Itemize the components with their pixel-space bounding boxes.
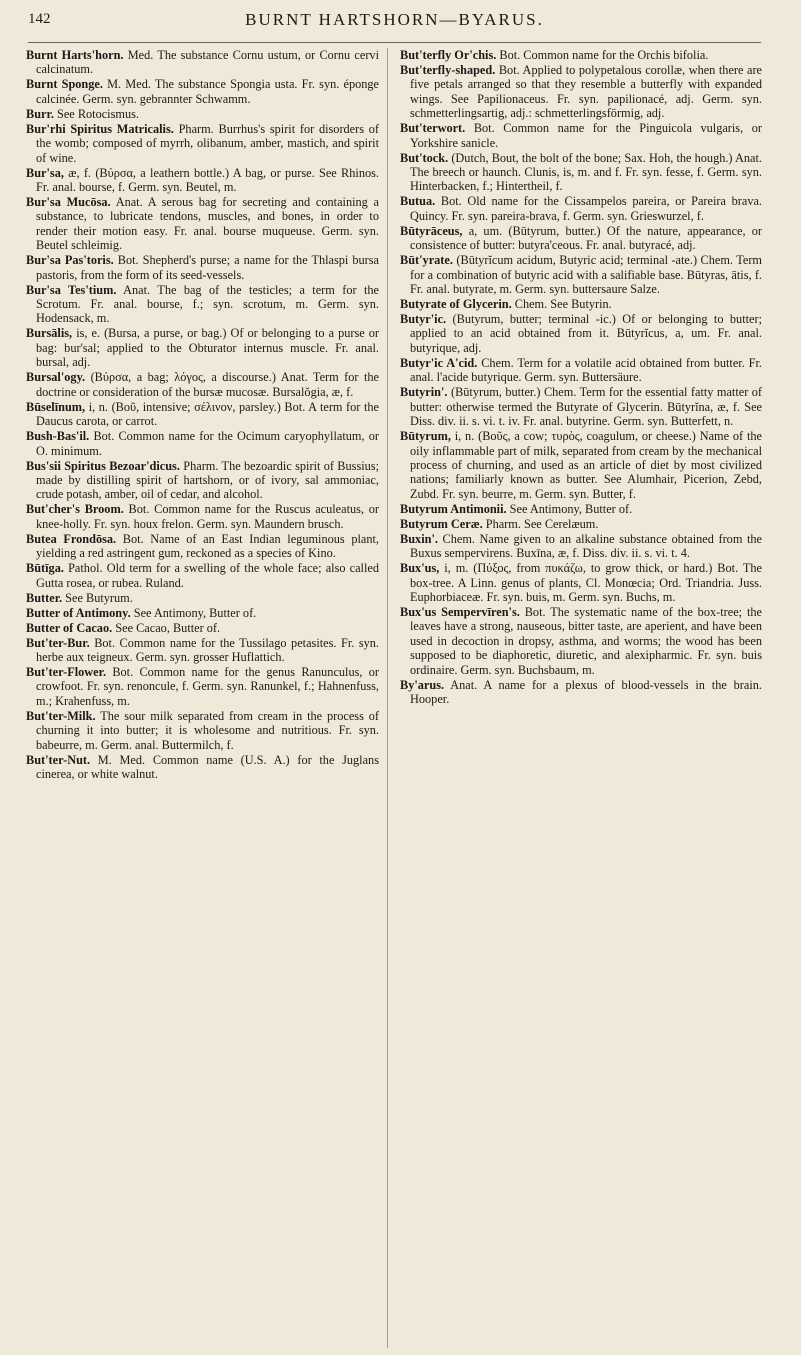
- entry-definition: Bot. Common name for the genus Ranunculus, or crowfoot. Fr. syn. renoncule, f. Germ. syn. Ranunkel, f.; Hahnenfuss, m.; Krahenfuss, m.: [36, 664, 380, 708]
- entry-definition: a, um. (Būtyrum, butter.) Of the nature, appearance, or consistence of butter: butyra'ceous. Fr. anal. butyracé, adj.: [410, 223, 762, 253]
- entry-definition: Med. The substance Cornu ustum, or Cornu cervi calcinatum.: [36, 48, 379, 77]
- entry-headword: But'ter-Nut.: [26, 752, 91, 767]
- entry-headword: By'arus.: [400, 677, 445, 692]
- entry-definition: Bot. The systematic name of the box-tree; the leaves have a strong, nauseous, bitter taste, are aperient, and have been used in decoction in dropsy, asthma, and worms; the wood has been supposed to be diaphoretic, diuretic, and alexipharmic. Fr. syn. buis ordinaire. Germ. syn. Buchsbaum, m.: [410, 604, 762, 677]
- entry-definition: Chem. See Butyrin.: [514, 297, 612, 312]
- entry-headword: Burnt Sponge.: [26, 77, 103, 92]
- entry-definition: Bot. Shepherd's purse; a name for the Thlaspi bursa pastoris, from the form of its seed-vessels.: [36, 253, 380, 282]
- dictionary-entry: [400, 297, 762, 311]
- entry-definition: i, m. (Πύξος, from πυκάζω, to grow thick, or hard.) Bot. The box-tree. A Linn. genus of plants, Cl. Monœcia; Ord. Triandria. Juss. Euphorbiaceæ. Fr. syn. buis, m. Germ. syn. Buchs, m.: [410, 561, 762, 604]
- entry-headword: But'tock.: [400, 150, 449, 165]
- dictionary-entry: [400, 502, 762, 516]
- dictionary-entry: [26, 253, 379, 282]
- dictionary-entry: [26, 429, 379, 458]
- entry-definition: See Cacao, Butter of.: [115, 620, 221, 635]
- entry-headword: But'ter-Flower.: [26, 664, 107, 679]
- entry-definition: Anat. A serous bag for secreting and containing a substance, to lubricate tendons, muscles, and bones, in order to render their motion easy. Fr. anal. bourse muqueuse. Germ. syn. Beutel schleimig.: [36, 195, 379, 253]
- entry-headword: Bux'us Sempervīren's.: [400, 604, 520, 619]
- entry-definition: See Butyrum.: [65, 590, 133, 605]
- entry-headword: But'terfly-shaped.: [400, 63, 496, 77]
- entry-definition: Chem. Name given to an alkaline substance obtained from the Buxus sempervirens. Buxīna, æ, f. Diss. div. ii. s. vi. t. 4.: [410, 531, 762, 561]
- entry-definition: (Butyrum, butter; terminal -ic.) Of or belonging to butter; applied to an acid obtained from it. Būtyrĭcus, a, um. Fr. anal. butyrique, adj.: [410, 312, 762, 355]
- entry-definition: i, n. (Βοῦς, a cow; τυρὸς, coagulum, or cheese.) Name of the oily inflammable part of milk, separated from cream by the mechanical process of churning, and used as an article of diet by most civilized nations; familiarly known as butter. See Alumhair, Picerion, Zebd, Zubd. Fr. syn. beurre, m. Germ. syn. Butter, f.: [410, 429, 762, 501]
- entry-headword: But'ter-Milk.: [26, 708, 96, 723]
- entry-definition: Bot. Common name for the Tussilago petasites. Fr. syn. herbe aux teigneux. Germ. syn. grosser Huflattich.: [36, 635, 379, 664]
- entry-headword: Burr.: [26, 106, 54, 121]
- entry-headword: Butyr'ic.: [400, 312, 447, 327]
- entry-headword: But'terfly Or'chis.: [400, 48, 497, 62]
- dictionary-entry: [400, 605, 762, 677]
- entry-definition: Pathol. Old term for a swelling of the whole face; also called Gutta rosea, or rubea. Ruland.: [36, 561, 379, 590]
- entry-definition: is, e. (Bursa, a purse, or bag.) Of or belonging to a purse or bag: bur'sal; applied to the Obturator internus muscle. Fr. anal. bursal, adj.: [36, 326, 379, 370]
- entry-definition: Pharm. See Cerelæum.: [485, 516, 599, 531]
- entry-headword: But'ter-Bur.: [26, 635, 90, 650]
- entry-definition: (Būtyrum, butter.) Chem. Term for the essential fatty matter of butter: otherwise termed the Butyrate of Glycerin. Būtyrĭna, æ, f. See Diss. div. ii. s. vi. t. iv. Fr. anal. butyrine. Germ. syn. Butterfett, n.: [410, 385, 762, 429]
- dictionary-entry: [400, 121, 762, 150]
- dictionary-entry: [26, 753, 379, 782]
- entry-headword: Butua.: [400, 194, 436, 209]
- dictionary-entry: [26, 195, 379, 253]
- entry-headword: But'terwort.: [400, 121, 466, 136]
- entry-headword: Bursālis,: [26, 326, 73, 341]
- entry-definition: Bot. Common name for the Pinguicola vulgaris, or Yorkshire sanicle.: [410, 121, 762, 150]
- entry-headword: Būtīga.: [26, 561, 64, 576]
- columns: [26, 48, 763, 1348]
- entry-definition: Bot. Common name for the Orchis bifolia.: [499, 48, 709, 62]
- entry-headword: Būselīnum,: [26, 399, 86, 414]
- entry-definition: (Βύρσα, a bag; λόγος, a discourse.) Anat. Term for the doctrine or consideration of the bursæ mucosæ. Bursalŏgia, æ, f.: [36, 370, 379, 399]
- entry-headword: Burnt Harts'horn.: [26, 48, 124, 62]
- entry-headword: Bux'us,: [400, 561, 440, 576]
- entry-headword: Bursal'ogy.: [26, 370, 86, 385]
- dictionary-entry: [400, 429, 762, 501]
- entry-headword: Bur'sa Tes'tium.: [26, 282, 117, 297]
- entry-headword: Būtyrāceus,: [400, 223, 463, 238]
- entry-headword: But'cher's Broom.: [26, 502, 124, 517]
- entry-definition: (Dutch, Bout, the bolt of the bone; Sax. Hoh, the hough.) Anat. The breech or haunch. Clunis, is, m. and f. Fr. syn. fesse, f. Germ. syn. Hinterbacken, f.; Hintertheil, f.: [410, 150, 762, 194]
- entry-headword: Butyr'ic A'cid.: [400, 355, 478, 370]
- entry-headword: Butyrum Ceræ.: [400, 516, 483, 531]
- left-column: [26, 48, 388, 1348]
- dictionary-entry: [26, 370, 379, 399]
- entry-definition: Bot. Old name for the Cissampelos pareira, or Pareira brava. Quincy. Fr. syn. pareira-brava, f. Germ. syn. Grieswurzel, f.: [410, 194, 762, 223]
- dictionary-entry: [400, 356, 762, 385]
- dictionary-entry: [26, 400, 379, 429]
- dictionary-entry: [26, 621, 379, 635]
- dictionary-entry: [26, 606, 379, 620]
- entry-headword: Būt'yrate.: [400, 253, 453, 268]
- entry-definition: Bot. Applied to polypetalous corollæ, when there are five petals arranged so that they resemble a butterfly with expanded wings. See Papilionaceus. Fr. syn. papilionacé, adj. Germ. syn. schmetterlingsartig, adj.: schmetterlingsförmig, adj.: [410, 63, 762, 121]
- dictionary-entry: [26, 709, 379, 752]
- entry-headword: Butyrum Antimonii.: [400, 501, 507, 516]
- dictionary-entry: [26, 326, 379, 369]
- dictionary-entry: [400, 532, 762, 561]
- dictionary-entry: [26, 48, 379, 77]
- entry-headword: Bur'sa Pas'toris.: [26, 253, 114, 268]
- entry-definition: i, n. (Βοῦ, intensive; σέλινον, parsley.) Bot. A term for the Daucus carota, or carrot.: [36, 399, 379, 429]
- entry-headword: Butyrate of Glycerin.: [400, 297, 512, 312]
- entry-definition: Pharm. The bezoardic spirit of Bussius; made by distilling spirit of hartshorn, or of ivory, sal ammoniac, crude potash, amber, oil of cedar, and alcohol.: [36, 458, 379, 502]
- entry-definition: Bot. Common name for the Ruscus aculeatus, or knee-holly. Fr. syn. houx frelon. Germ. syn. Maundern brusch.: [36, 502, 380, 531]
- dictionary-entry: [400, 678, 762, 707]
- dictionary-entry: [400, 561, 762, 604]
- entry-headword: Bus'sii Spiritus Bezoar'dicus.: [26, 458, 180, 473]
- dictionary-entry: [400, 312, 762, 355]
- entry-definition: Anat. A name for a plexus of blood-vessels in the brain. Hooper.: [410, 677, 762, 706]
- entry-headword: Bur'sa,: [26, 165, 64, 180]
- dictionary-entry: [26, 561, 379, 590]
- entry-headword: Butea Frondōsa.: [26, 531, 117, 546]
- dictionary-entry: [26, 532, 379, 561]
- entry-definition: M. Med. The substance Spongia usta. Fr. syn. éponge calcinée. Germ. syn. gebrannter Schwamm.: [36, 77, 379, 106]
- entry-headword: Bur'sa Mucōsa.: [26, 195, 111, 210]
- dictionary-entry: [26, 502, 379, 531]
- entry-headword: Būtyrum,: [400, 429, 451, 444]
- entry-headword: Butyrin'.: [400, 385, 448, 400]
- entry-definition: Anat. The bag of the testicles; a term for the Scrotum. Fr. anal. bourse, f.; syn. scrotum, m. Germ. syn. Hodensack, m.: [36, 282, 379, 326]
- dictionary-entry: [400, 385, 762, 428]
- entry-headword: Buxin'.: [400, 531, 438, 546]
- dictionary-entry: [26, 283, 379, 326]
- dictionary-entry: [400, 48, 762, 62]
- entry-headword: Butter of Cacao.: [26, 620, 113, 635]
- entry-definition: Bot. Common name for the Ocimum caryophyllatum, or O. minimum.: [36, 429, 379, 458]
- dictionary-entry: [26, 459, 379, 502]
- page-header: [28, 8, 761, 43]
- entry-definition: Bot. Name of an East Indian leguminous plant, yielding a red astringent gum, reckoned as a species of Kino.: [36, 531, 380, 561]
- dictionary-entry: [26, 107, 379, 121]
- entry-definition: (Būtyrĭcum acidum, Butyric acid; terminal -ate.) Chem. Term for a combination of butyric acid with a salifiable base. Būtyras, ātis, f. Fr. anal. butyrate, m. Germ. syn. buttersaure Salze.: [410, 253, 762, 297]
- entry-definition: See Rotocismus.: [56, 106, 139, 121]
- dictionary-entry: [400, 517, 762, 531]
- running-head: BURNT HARTSHORN—BYARUS.: [245, 10, 544, 29]
- dictionary-entry: [26, 591, 379, 605]
- right-column: [400, 48, 762, 1348]
- entry-definition: The sour milk separated from cream in the process of churning it into butter; it is wholesome and nutritious. Fr. syn. babeurre, m. Germ. anal. Buttermilch, f.: [36, 708, 379, 752]
- dictionary-entry: [26, 636, 379, 665]
- dictionary-entry: [400, 63, 762, 121]
- entry-headword: Butter of Antimony.: [26, 605, 131, 620]
- dictionary-entry: [400, 253, 762, 296]
- entry-headword: Bur'rhi Spiritus Matricalis.: [26, 121, 174, 136]
- dictionary-entry: [400, 151, 762, 194]
- dictionary-entry: [26, 122, 379, 165]
- entry-definition: M. Med. Common name (U.S. A.) for the Juglans cinerea, or white walnut.: [36, 752, 379, 781]
- dictionary-entry: [26, 166, 379, 195]
- dictionary-entry: [26, 665, 379, 708]
- entry-definition: æ, f. (Βύρσα, a leathern bottle.) A bag, or purse. See Rhinos. Fr. anal. bourse, f. Germ. syn. Beutel, m.: [36, 165, 379, 195]
- dictionary-entry: [400, 194, 762, 223]
- entry-definition: See Antimony, Butter of.: [133, 605, 257, 620]
- entry-definition: Chem. Term for a volatile acid obtained from butter. Fr. anal. l'acide butyrique. Germ. syn. Buttersäure.: [410, 355, 762, 385]
- entry-definition: Pharm. Burrhus's spirit for disorders of the womb; composed of myrrh, olibanum, amber, mastich, and spirit of wine.: [36, 121, 380, 165]
- entry-headword: Butter.: [26, 590, 63, 605]
- dictionary-entry: [400, 224, 762, 253]
- page-number: 142: [28, 11, 51, 27]
- entry-definition: See Antimony, Butter of.: [509, 501, 633, 516]
- entry-headword: Bush-Bas'il.: [26, 429, 90, 444]
- dictionary-entry: [26, 77, 379, 106]
